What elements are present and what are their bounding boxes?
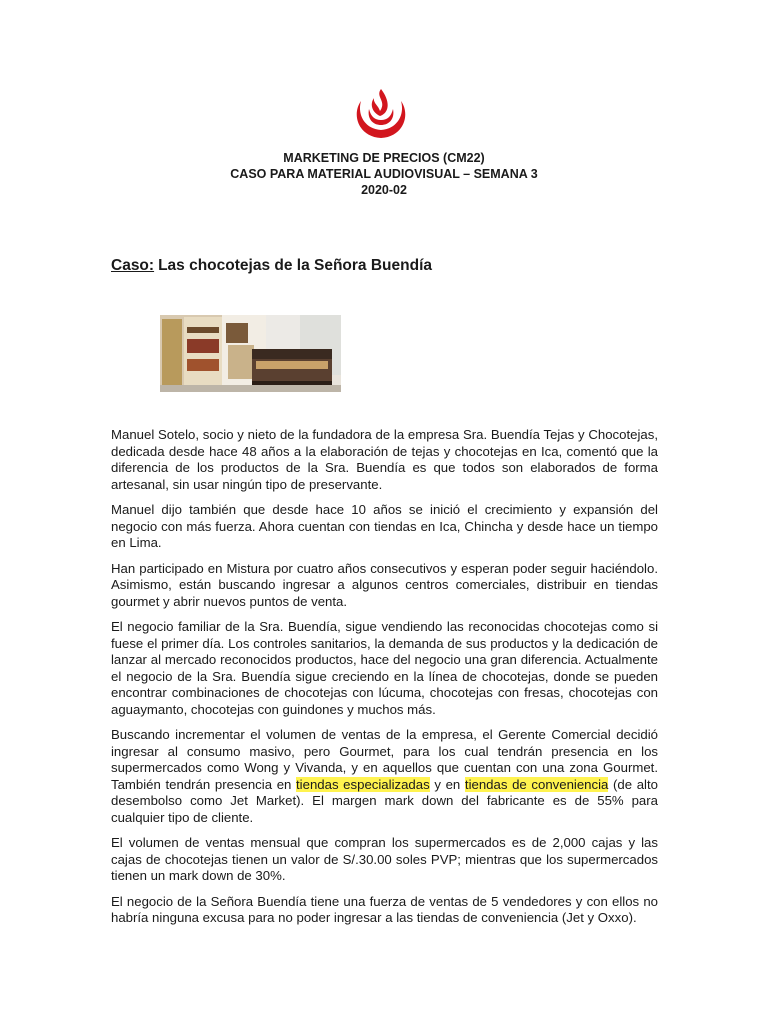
- paragraph-4: El negocio familiar de la Sra. Buendía, sigue vendiendo las reconocidas chocotejas como si fuese el primer día. Los controles sanitarios, la demanda de sus productos y la dedicación de lanzar al mercado reconocidos productos, hace del negocio una gran diferencia. Actualmente el negocio de la Sra. Buendía sigue creciendo en la línea de chocotejas, donde se pueden encontrar combinaciones de chocotejas con lúcuma, chocotejas con fresas, chocotejas con aguaymanto, chocotejas con guindones y muchos más.: [111, 619, 658, 717]
- case-subtitle: CASO PARA MATERIAL AUDIOVISUAL – SEMANA 3: [230, 167, 538, 181]
- logo-flame: [372, 89, 388, 116]
- paragraph-5: [111, 727, 658, 826]
- paragraph-6: El volumen de ventas mensual que compran los supermercados es de 2,000 cajas y las cajas de chocotejas tienen un valor de S/.30.00 soles PVP; mientras que los supermercados tienen un mark down de 30%.: [111, 835, 658, 883]
- case-label: Caso:: [111, 257, 155, 274]
- document-header: [0, 150, 768, 198]
- paragraph-2: Manuel dijo también que desde hace 10 años se inició el crecimiento y expansión del negocio con más fuerza. Ahora cuentan con tiendas en Ica, Chincha y desde hace un tiempo en Lima.: [111, 502, 658, 550]
- university-logo: [347, 85, 415, 141]
- paragraph-5-part-b: y en: [429, 776, 465, 792]
- store-photo: [160, 315, 341, 392]
- paragraph-5-part-c: (de alto desembolso como Jet Market). El margen mark down del fabricante es de 55% para cualquier tipo de cliente.: [111, 776, 658, 825]
- case-body: [111, 427, 658, 936]
- case-heading: [111, 257, 432, 275]
- paragraph-7: El negocio de la Señora Buendía tiene una fuerza de ventas de 5 vendedores y con ellos no habría ninguna excusa para no poder ingresar a las tiendas de conveniencia (Jet y Oxxo).: [111, 893, 658, 925]
- paragraph-1: Manuel Sotelo, socio y nieto de la fundadora de la empresa Sra. Buendía Tejas y Chocotejas, dedicada desde hace 48 años a la elaboración de tejas y chocotejas en Ica, comentó que la diferencia de los productos de la Sra. Buendía es que todos son elaborados de forma artesanal, sin usar ningún tipo de preservante.: [111, 427, 658, 492]
- highlight-specialty-stores: tiendas especializadas: [296, 776, 430, 792]
- paragraph-3: Han participado en Mistura por cuatro años consecutivos y esperan poder seguir haciéndolo. Asimismo, están buscando ingresar a algunos centros comerciales, distribuir en tiendas gourmet y abrir nuevos puntos de venta.: [111, 560, 658, 609]
- paragraph-5-part-a: Buscando incrementar el volumen de ventas de la empresa, el Gerente Comercial decidió ingresar al consumo masivo, pero Gourmet, para los cual tendrán presencia en los supermercados como Wong y Vivanda, y en aquellos que cuentan con una zona Gourmet. También tendrán presencia en: [111, 727, 658, 792]
- term-label: 2020-02: [361, 183, 407, 197]
- logo-ring: [357, 101, 406, 138]
- case-title-text: Las chocotejas de la Señora Buendía: [158, 257, 432, 274]
- highlight-convenience-stores: tiendas de conveniencia: [464, 776, 609, 792]
- course-title: MARKETING DE PRECIOS (CM22): [283, 151, 485, 165]
